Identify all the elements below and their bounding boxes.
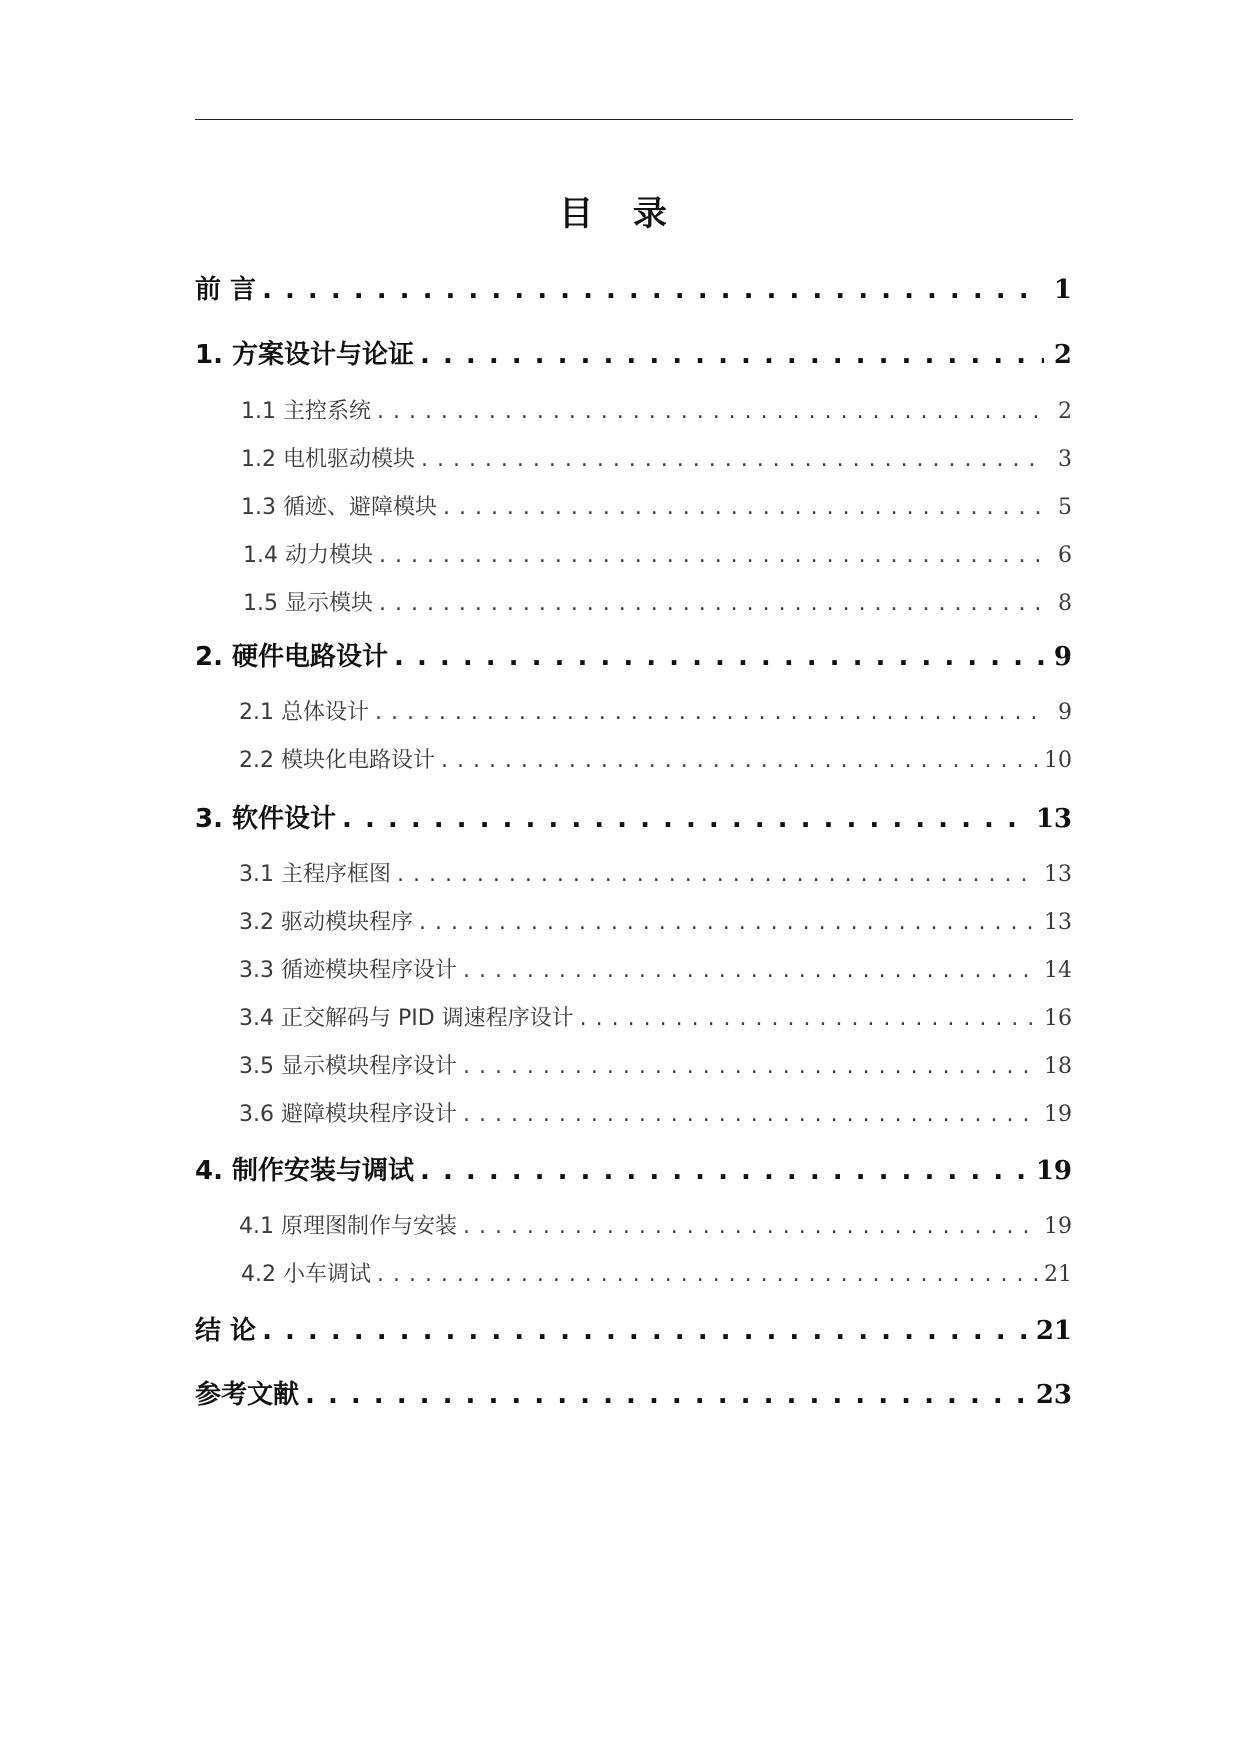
toc-page-number: 9: [1053, 642, 1072, 672]
toc-section-entry[interactable]: [239, 695, 1072, 731]
toc-section-entry[interactable]: [239, 1001, 1072, 1037]
toc-section-entry[interactable]: [239, 743, 1072, 779]
toc-page-number: 23: [1035, 1380, 1072, 1410]
toc-page-number: 10: [1044, 748, 1072, 773]
toc-section-entry[interactable]: [239, 1097, 1072, 1133]
toc-page-number: 1: [1053, 275, 1072, 305]
toc-section-entry[interactable]: [243, 538, 1072, 574]
toc-entry-label: 参考文献: [195, 1380, 300, 1410]
toc-dot-leader: [379, 538, 1044, 574]
toc-chapter-entry[interactable]: [195, 1313, 1072, 1349]
toc-section-entry[interactable]: [239, 905, 1072, 941]
toc-section-entry[interactable]: [241, 1257, 1072, 1293]
toc-dot-leader: [262, 1313, 1030, 1349]
toc-dot-leader: [420, 1153, 1030, 1189]
toc-dot-leader: [463, 1097, 1038, 1133]
toc-entry-label: 4. 制作安装与调试: [195, 1156, 415, 1186]
toc-page-number: 13: [1044, 910, 1072, 935]
toc-entry-label: 3. 软件设计: [195, 804, 337, 834]
toc-section-entry[interactable]: [241, 442, 1072, 478]
toc-section-entry[interactable]: [243, 586, 1072, 622]
toc-dot-leader: [377, 394, 1044, 430]
toc-page-number: 21: [1035, 1316, 1072, 1346]
toc-dot-leader: [262, 272, 1044, 308]
toc-entry-label: 4.2 小车调试: [241, 1262, 371, 1287]
toc-entry-label: 1.4 动力模块: [243, 543, 373, 568]
toc-page-number: 2: [1053, 340, 1072, 370]
toc-page-number: 2: [1058, 399, 1072, 424]
toc-dot-leader: [420, 337, 1044, 373]
toc-entry-label: 3.5 显示模块程序设计: [239, 1054, 457, 1079]
toc-page-number: 21: [1044, 1262, 1072, 1287]
toc-page-number: 13: [1035, 804, 1072, 834]
toc-page-number: 19: [1044, 1102, 1072, 1127]
toc-entry-label: 3.3 循迹模块程序设计: [239, 958, 457, 983]
toc-page-number: 3: [1058, 447, 1072, 472]
toc-page-number: 13: [1044, 862, 1072, 887]
toc-entry-label: 1.3 循迹、避障模块: [241, 495, 437, 520]
toc-page-number: 5: [1058, 495, 1072, 520]
toc-dot-leader: [419, 905, 1038, 941]
toc-entry-label: 2.2 模块化电路设计: [239, 748, 435, 773]
toc-entry-label: 结 论: [195, 1316, 257, 1346]
toc-dot-leader: [463, 953, 1038, 989]
toc-section-entry[interactable]: [241, 490, 1072, 526]
toc-title: 目 录: [559, 194, 681, 234]
toc-section-entry[interactable]: [239, 1209, 1072, 1245]
toc-dot-leader: [441, 743, 1038, 779]
toc-chapter-entry[interactable]: [195, 1153, 1072, 1189]
toc-dot-leader: [377, 1257, 1038, 1293]
toc-page-number: 16: [1044, 1006, 1072, 1031]
toc-entry-label: 3.4 正交解码与 PID 调速程序设计: [239, 1006, 574, 1031]
toc-entry-label: 2.1 总体设计: [239, 700, 369, 725]
toc-dot-leader: [397, 857, 1038, 893]
toc-entry-label: 1. 方案设计与论证: [195, 340, 415, 370]
toc-entry-label: 3.1 主程序框图: [239, 862, 391, 887]
toc-chapter-entry[interactable]: [195, 801, 1072, 837]
toc-section-entry[interactable]: [239, 1049, 1072, 1085]
toc-page-number: 18: [1044, 1054, 1072, 1079]
toc-section-entry[interactable]: [241, 394, 1072, 430]
toc-entry-label: 前 言: [195, 275, 257, 305]
toc-chapter-entry[interactable]: [195, 272, 1072, 308]
toc-chapter-entry[interactable]: [195, 639, 1072, 675]
toc-dot-leader: [305, 1377, 1030, 1413]
toc-chapter-entry[interactable]: [195, 1377, 1072, 1413]
toc-section-entry[interactable]: [239, 953, 1072, 989]
toc-dot-leader: [379, 586, 1044, 622]
toc-page-number: 19: [1035, 1156, 1072, 1186]
toc-entry-label: 1.2 电机驱动模块: [241, 447, 415, 472]
toc-dot-leader: [375, 695, 1044, 731]
toc-dot-leader: [443, 490, 1044, 526]
toc-dot-leader: [394, 639, 1044, 675]
toc-entry-label: 4.1 原理图制作与安装: [239, 1214, 457, 1239]
toc-page-number: 9: [1058, 700, 1072, 725]
toc-page-number: 8: [1058, 591, 1072, 616]
toc-dot-leader: [463, 1049, 1038, 1085]
toc-page-number: 14: [1044, 958, 1072, 983]
toc-dot-leader: [580, 1001, 1038, 1037]
toc-entry-label: 1.1 主控系统: [241, 399, 371, 424]
toc-entry-label: 3.6 避障模块程序设计: [239, 1102, 457, 1127]
toc-entry-label: 2. 硬件电路设计: [195, 642, 389, 672]
toc-page-number: 19: [1044, 1214, 1072, 1239]
toc-chapter-entry[interactable]: [195, 337, 1072, 373]
toc-dot-leader: [342, 801, 1030, 837]
toc-dot-leader: [463, 1209, 1038, 1245]
toc-dot-leader: [421, 442, 1044, 478]
toc-entry-label: 1.5 显示模块: [243, 591, 373, 616]
toc-entry-label: 3.2 驱动模块程序: [239, 910, 413, 935]
toc-section-entry[interactable]: [239, 857, 1072, 893]
toc-page-number: 6: [1058, 543, 1072, 568]
